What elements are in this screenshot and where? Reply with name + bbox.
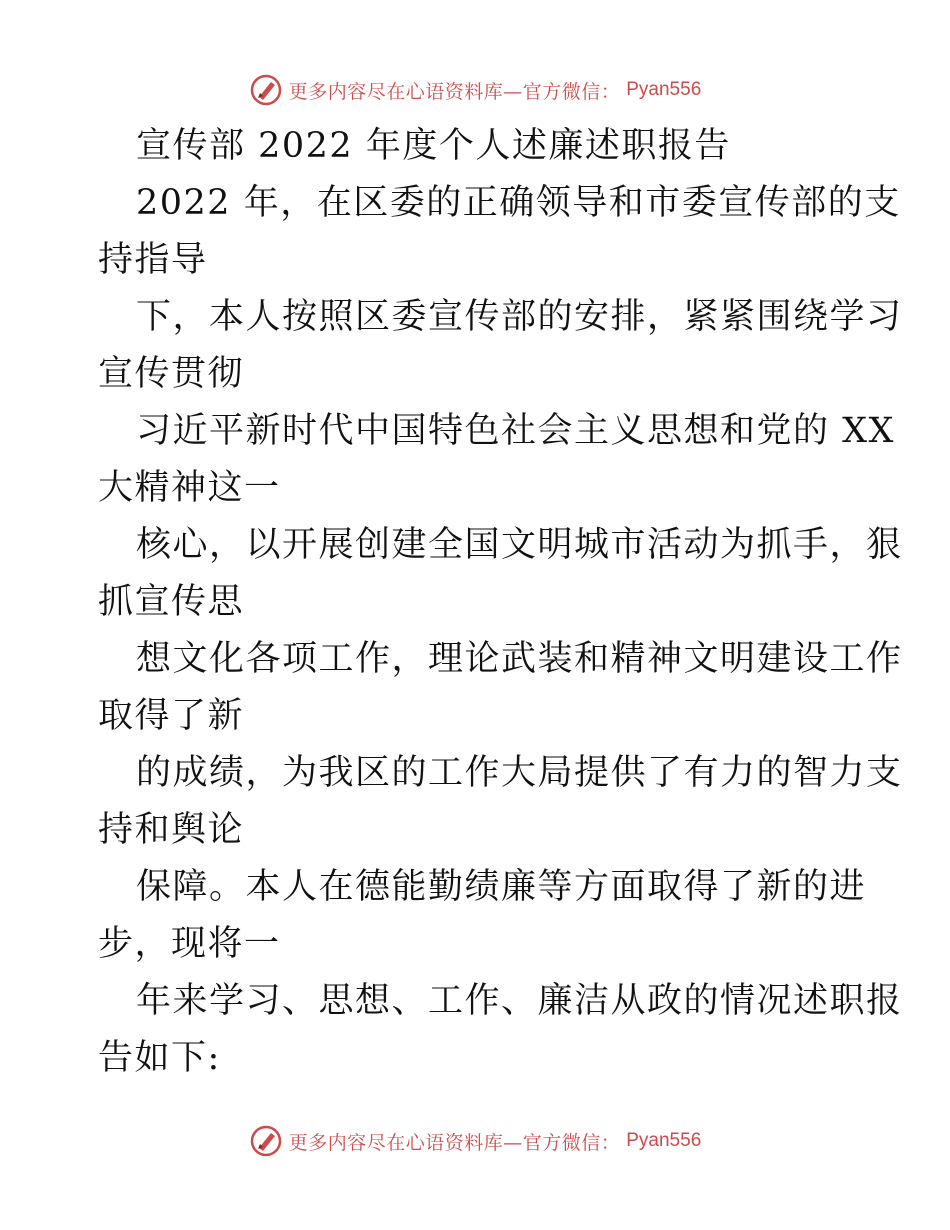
paragraph-line: 核心，以开展创建全国文明城市活动为抓手，狠 [136,525,903,565]
paragraph-line: 宣传贯彻 [98,354,245,394]
paragraph-line: 保障。本人在德能勤绩廉等方面取得了新的进 [136,867,867,907]
paragraph-line: 想文化各项工作，理论武装和精神文明建设工作 [136,639,903,679]
paragraph-line: 持指导 [98,240,208,280]
header-watermark-banner [0,70,950,110]
footer-watermark-banner [0,1121,950,1161]
paragraph-line: 年来学习、思想、工作、廉洁从政的情况述职报 [136,981,903,1021]
document-body [98,118,903,1087]
banner-text: 更多内容尽在心语资料库—官方微信： [288,1131,621,1154]
paragraph-line: 的成绩，为我区的工作大局提供了有力的智力支 [136,753,903,793]
paragraph-line: 2022 年，在区委的正确领导和市委宣传部的支 [136,183,901,223]
banner-wechat-id: Pyan556 [626,79,702,100]
logo-icon [249,1124,283,1158]
logo-icon [249,73,283,107]
paragraph-line: 取得了新 [98,696,245,736]
paragraph-line: 抓宣传思 [98,582,245,622]
banner-text: 更多内容尽在心语资料库—官方微信： [288,80,621,103]
document-title: 宣传部 2022 年度个人述廉述职报告 [136,126,731,166]
paragraph-line: 持和舆论 [98,810,245,850]
paragraph-line: 习近平新时代中国特色社会主义思想和党的 XX [136,411,895,451]
paragraph-line: 告如下: [98,1038,221,1078]
banner-wechat-id: Pyan556 [626,1130,702,1151]
paragraph-line: 步，现将一 [98,924,281,964]
paragraph-line: 大精神这一 [98,468,281,508]
paragraph-line: 下，本人按照区委宣传部的安排，紧紧围绕学习 [136,297,903,337]
